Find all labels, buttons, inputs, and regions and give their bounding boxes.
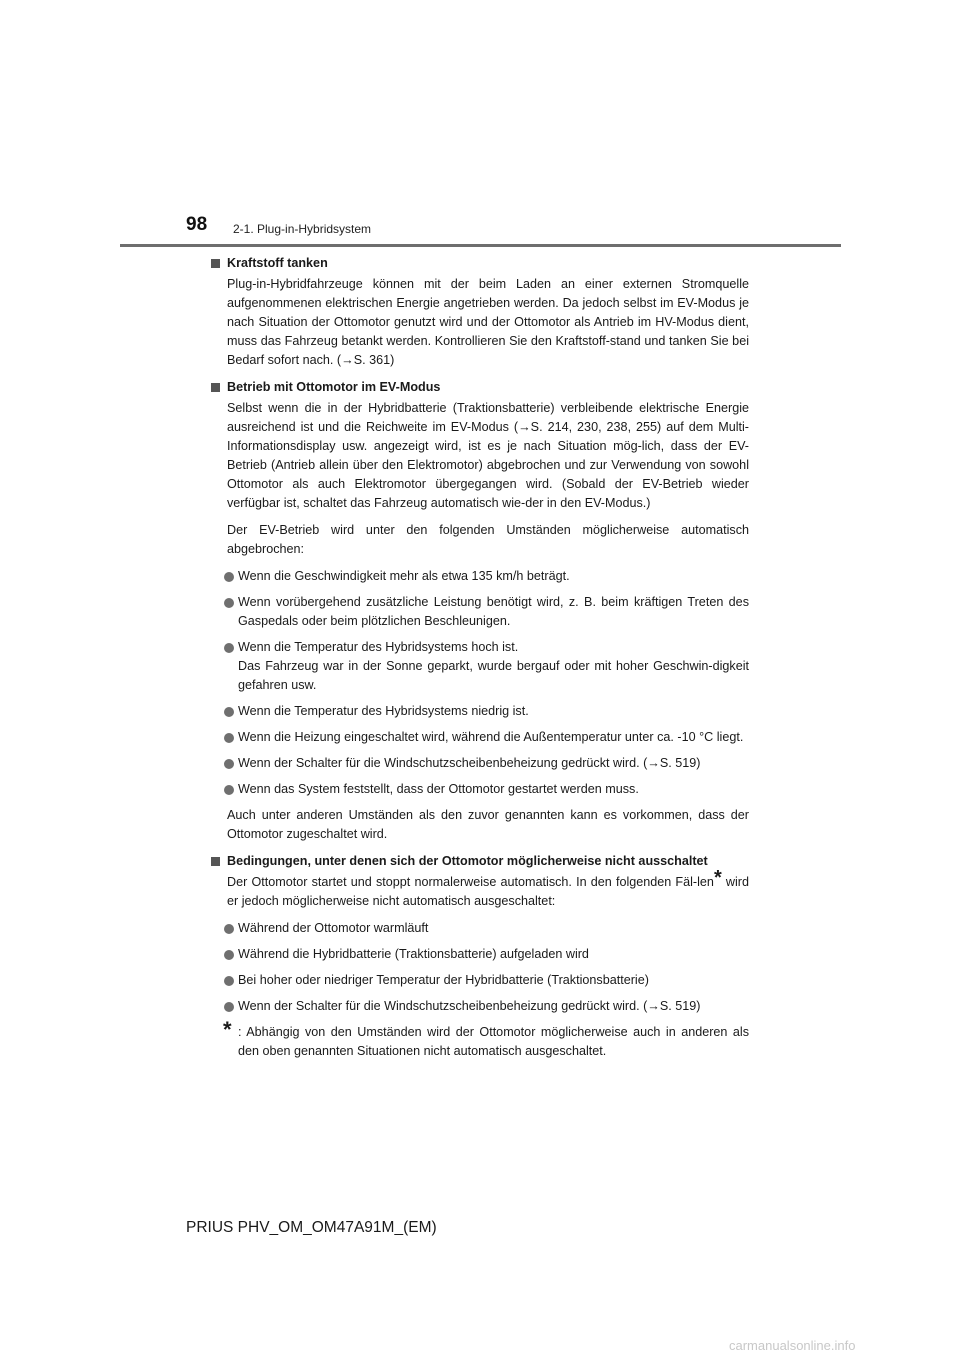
list-item: [211, 593, 749, 631]
circle-bullet-icon: [224, 1002, 234, 1012]
list-item-text: Bei hoher oder niedriger Temperatur der Hybridbatterie (Traktionsbatterie): [238, 973, 649, 987]
heading-text: Bedingungen, unter denen sich der Ottomotor möglicherweise nicht ausschaltet: [227, 854, 708, 868]
paragraph: [211, 867, 749, 911]
square-bullet-icon: [211, 383, 220, 392]
list-item-text: Das Fahrzeug war in der Sonne geparkt, wurde bergauf oder mit hoher Geschwin-digkeit gefahren usw.: [238, 659, 749, 692]
watermark: carmanualsonline.info: [729, 1338, 856, 1353]
list-item-text: Wenn die Temperatur des Hybridsystems hoch ist.: [238, 640, 519, 654]
list-item: [211, 638, 749, 695]
circle-bullet-icon: [224, 707, 234, 717]
list-item-text: Wenn das System feststellt, dass der Ottomotor gestartet werden muss.: [238, 782, 639, 796]
list-item-text: Wenn der Schalter für die Windschutzscheibenbeheizung gedrückt wird. (→S. 519): [238, 756, 701, 770]
page-number: 98: [186, 214, 208, 235]
circle-bullet-icon: [224, 924, 234, 934]
section-ev-mode: [211, 378, 749, 844]
heading-text: Betrieb mit Ottomotor im EV-Modus: [227, 380, 441, 394]
paragraph-text: wird er jedoch möglicherweise nicht automatisch ausgeschaltet:: [227, 875, 749, 908]
list-item-text: Wenn der Schalter für die Windschutzscheibenbeheizung gedrückt wird. (→S. 519): [238, 999, 701, 1013]
chapter-title: 2-1. Plug-in-Hybridsystem: [233, 222, 372, 236]
list-item: [211, 919, 749, 938]
square-bullet-icon: [211, 857, 220, 866]
circle-bullet-icon: [224, 733, 234, 743]
list-item: [211, 702, 749, 721]
list-item-text: Wenn vorübergehend zusätzliche Leistung benötigt wird, z. B. beim kräftigen Treten des Gaspedals oder beim plötzlichen Beschleunigen.: [238, 595, 749, 628]
paragraph: Der EV-Betrieb wird unter den folgenden Umständen möglicherweise automatisch abgebrochen:: [227, 523, 749, 556]
circle-bullet-icon: [224, 572, 234, 582]
list-item-text: Während die Hybridbatterie (Traktionsbatterie) aufgeladen wird: [238, 947, 589, 961]
circle-bullet-icon: [224, 759, 234, 769]
section-heading: [211, 852, 749, 871]
paragraph: Selbst wenn die in der Hybridbatterie (Traktionsbatterie) verbleibende elektrische Energie ausreichend ist und die Reichweite im EV-Modus (→S. 214, 230, 238, 255) auf dem Multi-Informationsdisplay usw. angezeigt wird, ist es je nach Situation mög-lich, dass der EV-Betrieb (Antrieb allein über den Elektromotor) abgebrochen und zur Verwendung von sowohl Ottomotor als auch Elektromotor übergegangen wird. (Sobald der EV-Betrieb wieder verfügbar ist, schaltet das Fahrzeug automatisch wie-der in den EV-Modus.): [227, 401, 749, 510]
page-content: [211, 254, 749, 1067]
circle-bullet-icon: [224, 976, 234, 986]
circle-bullet-icon: [224, 598, 234, 608]
paragraph: Plug-in-Hybridfahrzeuge können mit der beim Laden an einer externen Stromquelle aufgenommenen elektrischen Energie angetrieben werden. Da jedoch selbst im EV-Modus je nach Situation der Ottomotor genutzt wird und der Ottomotor als Antrieb im HV-Modus dient, muss das Fahrzeug betankt werden. Kontrollieren Sie den Kraftstoff-stand und tanken Sie bei Bedarf sofort nach. (→S. 361): [227, 277, 749, 367]
section-heading: [211, 378, 749, 397]
footnote-marker: *: [223, 1017, 232, 1042]
list-item: [211, 945, 749, 964]
list-item: [211, 780, 749, 799]
header-rule: [120, 244, 841, 247]
list-item-text: Wenn die Geschwindigkeit mehr als etwa 135 km/h beträgt.: [238, 569, 570, 583]
list-item: [211, 754, 749, 773]
paragraph: Auch unter anderen Umständen als den zuvor genannten kann es vorkommen, dass der Ottomotor zugeschaltet wird.: [227, 808, 749, 841]
section-engine-stop: [211, 852, 749, 1061]
document-code: PRIUS PHV_OM_OM47A91M_(EM): [186, 1219, 437, 1236]
list-item-text: Während der Ottomotor warmläuft: [238, 921, 429, 935]
heading-text: Kraftstoff tanken: [227, 256, 328, 270]
footnote-reference: *: [713, 867, 722, 889]
section-fuel: [211, 254, 749, 370]
section-heading: [211, 254, 749, 273]
list-item: [211, 728, 749, 747]
footnote: [211, 1017, 749, 1061]
circle-bullet-icon: [224, 950, 234, 960]
circle-bullet-icon: [224, 643, 234, 653]
paragraph-text: Der Ottomotor startet und stoppt normalerweise automatisch. In den folgenden Fäl-len: [227, 875, 714, 889]
circle-bullet-icon: [224, 785, 234, 795]
footnote-text: : Abhängig von den Umständen wird der Ottomotor möglicherweise auch in anderen als den oben genannten Situationen nicht automatisch ausgeschaltet.: [238, 1025, 749, 1058]
list-item: [211, 997, 749, 1016]
list-item-text: Wenn die Temperatur des Hybridsystems niedrig ist.: [238, 704, 529, 718]
list-item-text: Wenn die Heizung eingeschaltet wird, während die Außentemperatur unter ca. -10 °C liegt.: [238, 730, 744, 744]
list-item: [211, 971, 749, 990]
list-item: [211, 567, 749, 586]
square-bullet-icon: [211, 259, 220, 268]
